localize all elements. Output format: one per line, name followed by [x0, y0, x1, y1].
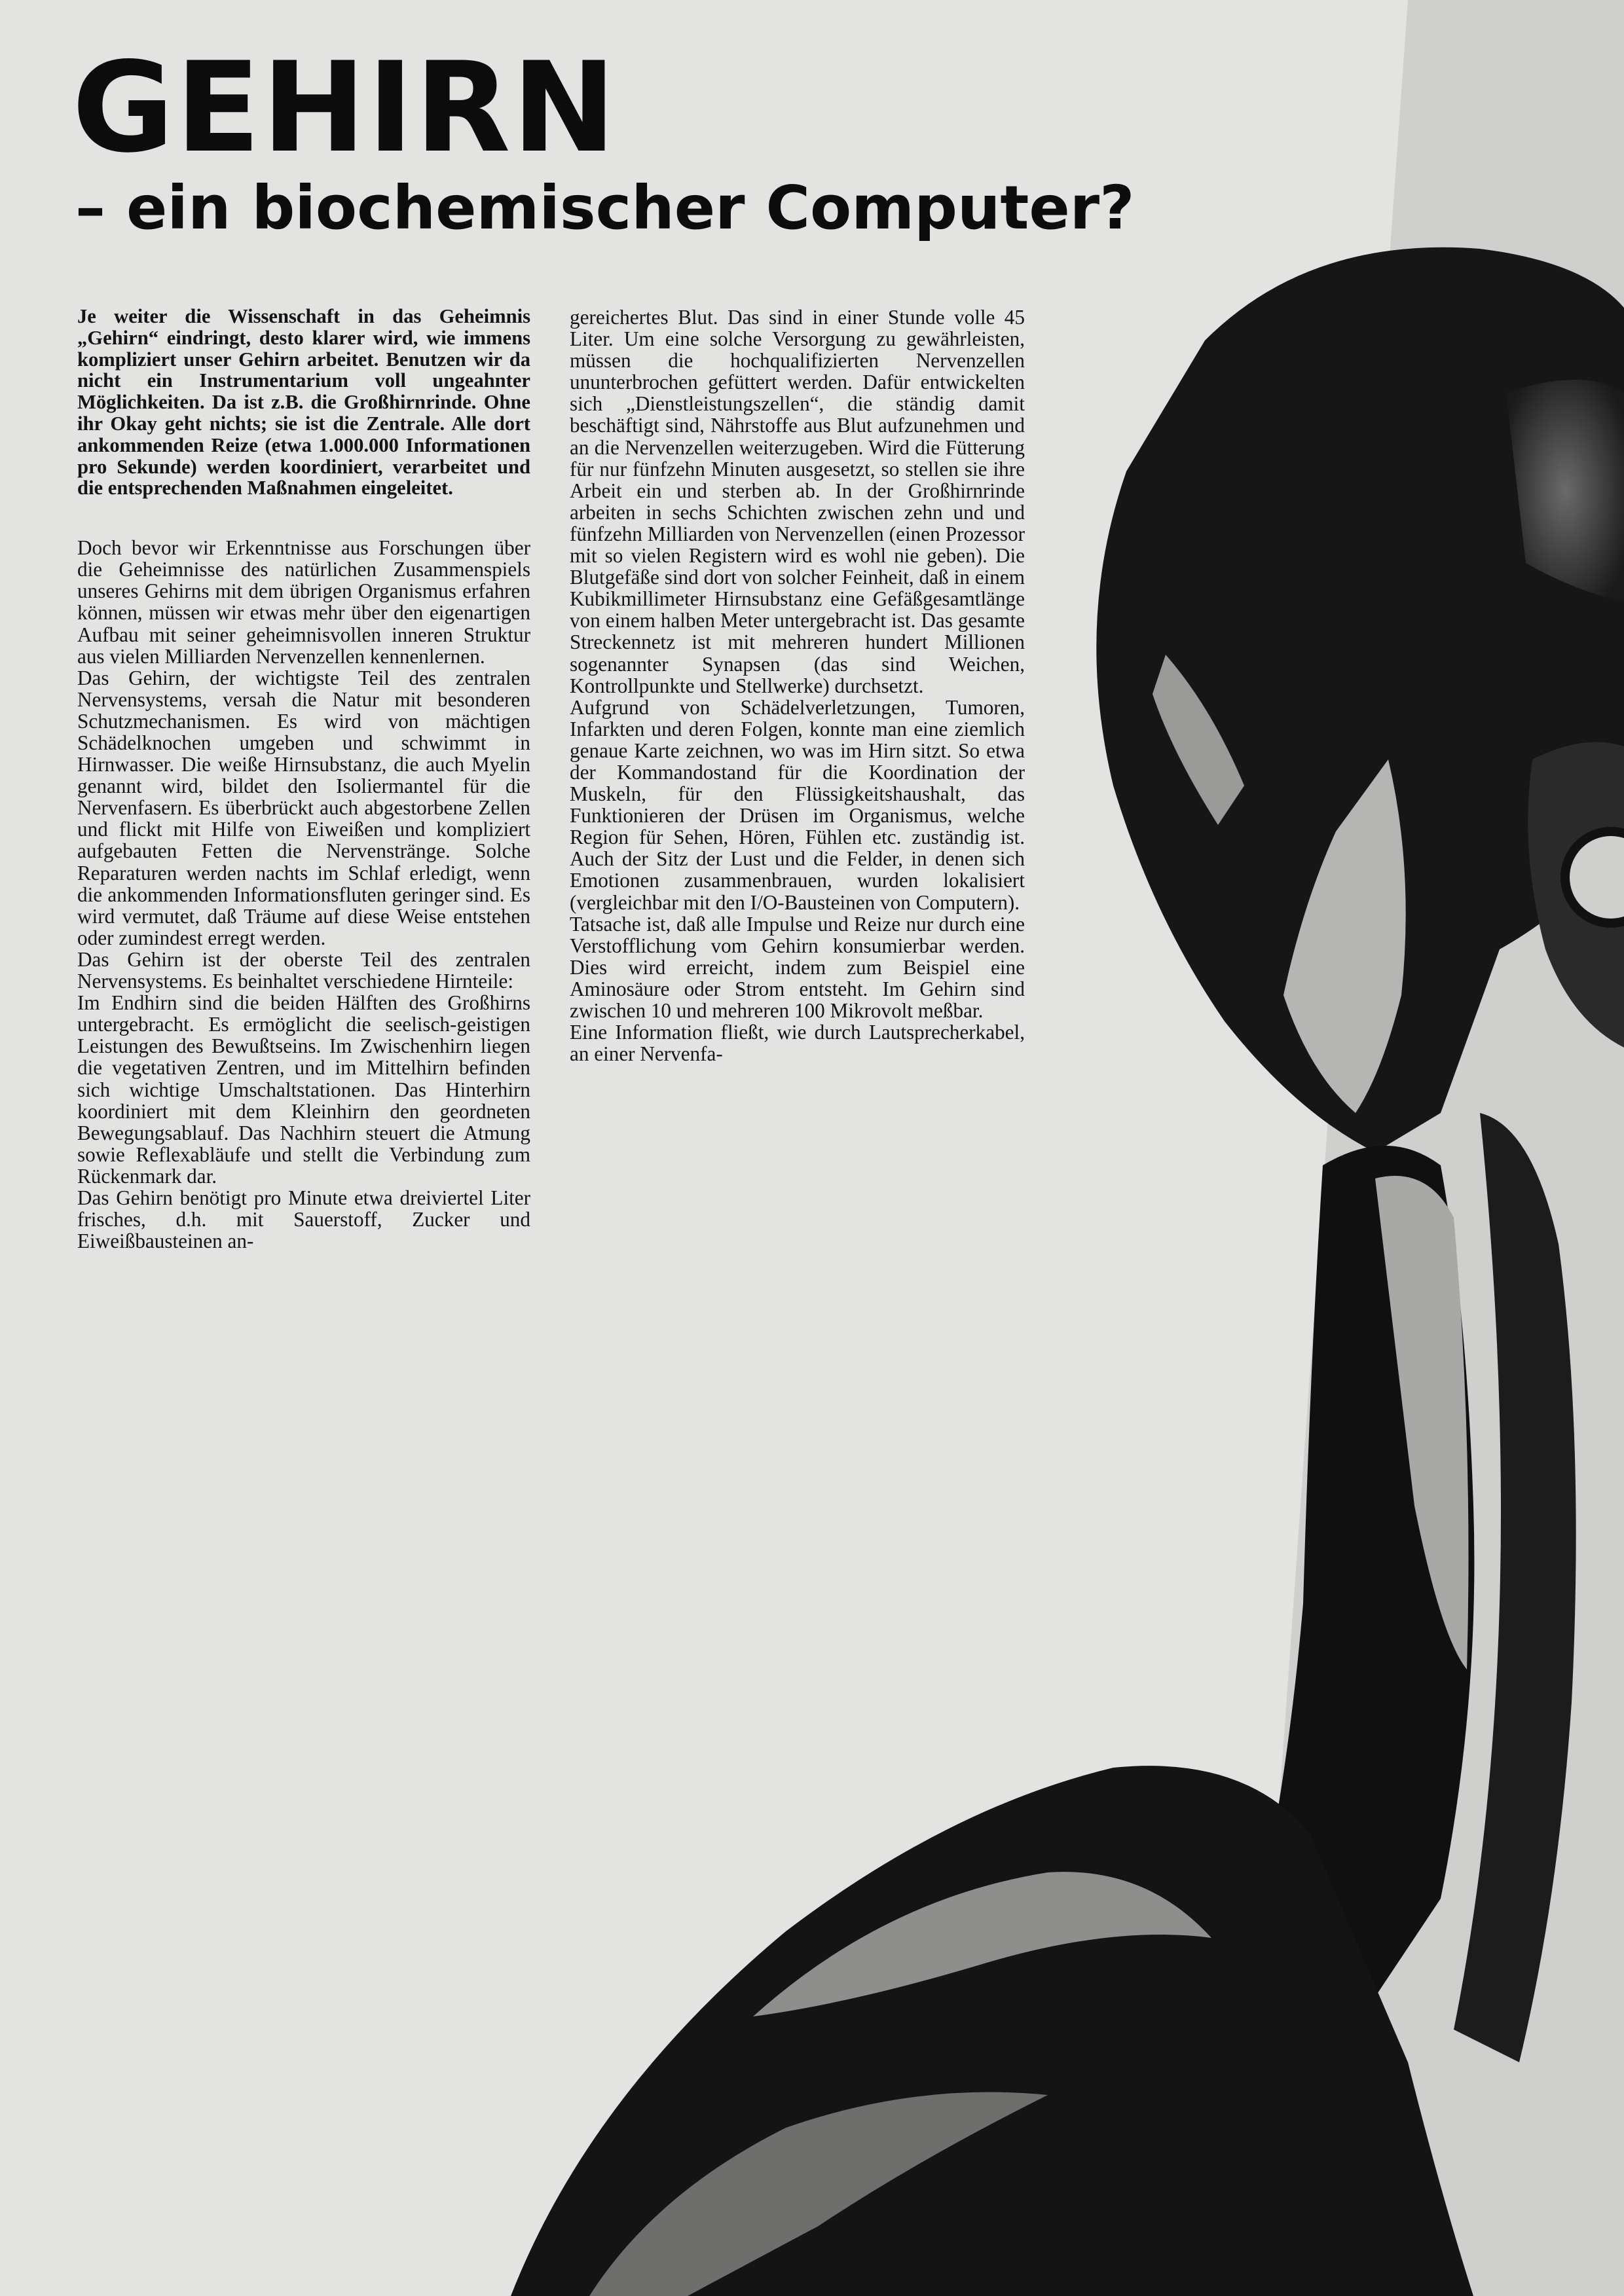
- body-paragraph: Das Gehirn, der wichtigste Teil des zentralen Nervensystems, versah die Natur mit besonderen Schutzmechanismen. Es wird von mächtigen Schädelknochen umgeben und schwimmt in Hirnwasser. Die weiße Hirnsubstanz, die auch Myelin genannt wird, bildet den Isoliermantel für die Nervenfasern. Es überbrückt auch abgestorbene Zellen und flickt mit Hilfe von Eiweißen und kompliziert aufgebauten Fetten die Nervenstränge. Solche Reparaturen werden nachts im Schlaf erledigt, wenn die ankommenden Informationsfluten geringer sind. Es wird vermutet, daß Träume auf diese Weise entstehen oder zumindest erregt werden.: [77, 666, 530, 949]
- body-paragraph: Im Endhirn sind die beiden Hälften des Großhirns untergebracht. Es ermöglicht die seelisch-geistigen Leistungen des Bewußtseins. Im Zwischenhirn liegen die vegetativen Zentren, und im Mittelhirn befinden sich wichtige Umschaltstationen. Das Hinterhirn koordiniert mit dem Kleinhirn den geordneten Bewegungsablauf. Das Nachhirn steuert die Atmung sowie Reflexabläufe und stellt die Verbindung zum Rückenmark dar.: [77, 991, 530, 1188]
- lead-paragraph: Je weiter die Wissenschaft in das Geheimnis „Gehirn“ eindringt, desto klarer wird, wie immens kompliziert unser Gehirn arbeitet. Benutzen wir da nicht ein Instrumentarium voll ungeahnter Möglichkeiten. Da ist z.B. die Großhirnrinde. Ohne ihr Okay geht nichts; sie ist die Zentrale. Alle dort ankommenden Reize (etwa 1.000.000 Informationen pro Sekunde) werden koordiniert, verarbeitet und die entsprechenden Maßnahmen eingeleitet.: [77, 305, 530, 500]
- body-paragraph: Doch bevor wir Erkenntnisse aus Forschungen über die Geheimnisse des natürlichen Zusammenspiels unseres Gehirns mit dem übrigen Organismus erfahren können, müssen wir etwas mehr über den eigenartigen Aufbau mit seiner geheimnisvollen inneren Struktur aus vielen Milliarden Nervenzellen kennenlernen.: [77, 536, 530, 668]
- body-paragraph: Das Gehirn benötigt pro Minute etwa dreiviertel Liter frisches, d.h. mit Sauerstoff, Zucker und Eiweißbausteinen an-: [77, 1186, 530, 1253]
- text-column-right: [570, 306, 1025, 1065]
- article-title: GEHIRN: [72, 35, 618, 180]
- body-paragraph: Das Gehirn ist der oberste Teil des zentralen Nervensystems. Es beinhaltet verschiedene Hirnteile:: [77, 947, 530, 993]
- body-paragraph: Eine Information fließt, wie durch Lautsprecherkabel, an einer Nervenfa-: [570, 1021, 1025, 1066]
- body-paragraph: gereichertes Blut. Das sind in einer Stunde volle 45 Liter. Um eine solche Versorgung zu gewährleisten, müssen die hochqualifizierten Nervenzellen ununterbrochen gefüttert werden. Dafür entwickelten sich „Dienstleistungszellen“, die ständig damit beschäftigt sind, Nährstoffe aus Blut aufzunehmen und an die Nervenzellen weiterzugeben. Wird die Fütterung für nur fünfzehn Minuten ausgesetzt, so stellen sie ihre Arbeit ein und sterben ab. In der Großhirnrinde arbeiten in sechs Schichten zwischen zehn und und fünfzehn Milliarden von Nervenzellen (einen Prozessor mit so vielen Registern wird es wohl nie geben). Die Blutgefäße sind dort von solcher Feinheit, daß in einem Kubikmillimeter Hirnsubstanz eine Gefäßgesamtlänge von einem halben Meter untergebracht ist. Das gesamte Streckennetz ist mit mehreren hundert Millionen sogenannter Synapsen (das sind Weichen, Kontrollpunkte und Stellwerke) durchsetzt.: [570, 306, 1025, 697]
- text-column-left: [77, 306, 530, 1252]
- body-paragraph: Aufgrund von Schädelverletzungen, Tumoren, Infarkten und deren Folgen, konnte man eine ziemlich genaue Karte zeichnen, wo was im Hirn sitzt. So etwa der Kommandostand für die Koordination der Muskeln, für den Flüssigkeitshaushalt, das Funktionieren der Drüsen im Organismus, welche Region für Sehen, Hören, Fühlen etc. zuständig ist. Auch der Sitz der Lust und die Felder, in denen sich Emotionen zusammenbrauen, wurden lokalisiert (vergleichbar mit den I/O-Bausteinen von Computern).: [570, 695, 1025, 914]
- article-subtitle: – ein biochemischer Computer?: [75, 173, 1135, 243]
- body-paragraph: Tatsache ist, daß alle Impulse und Reize nur durch eine Verstofflichung vom Gehirn konsumierbar werden. Dies wird erreicht, indem zum Beispiel eine Aminosäure oder Strom entsteht. Im Gehirn sind zwischen 10 und mehreren 100 Mikrovolt meßbar.: [570, 912, 1025, 1022]
